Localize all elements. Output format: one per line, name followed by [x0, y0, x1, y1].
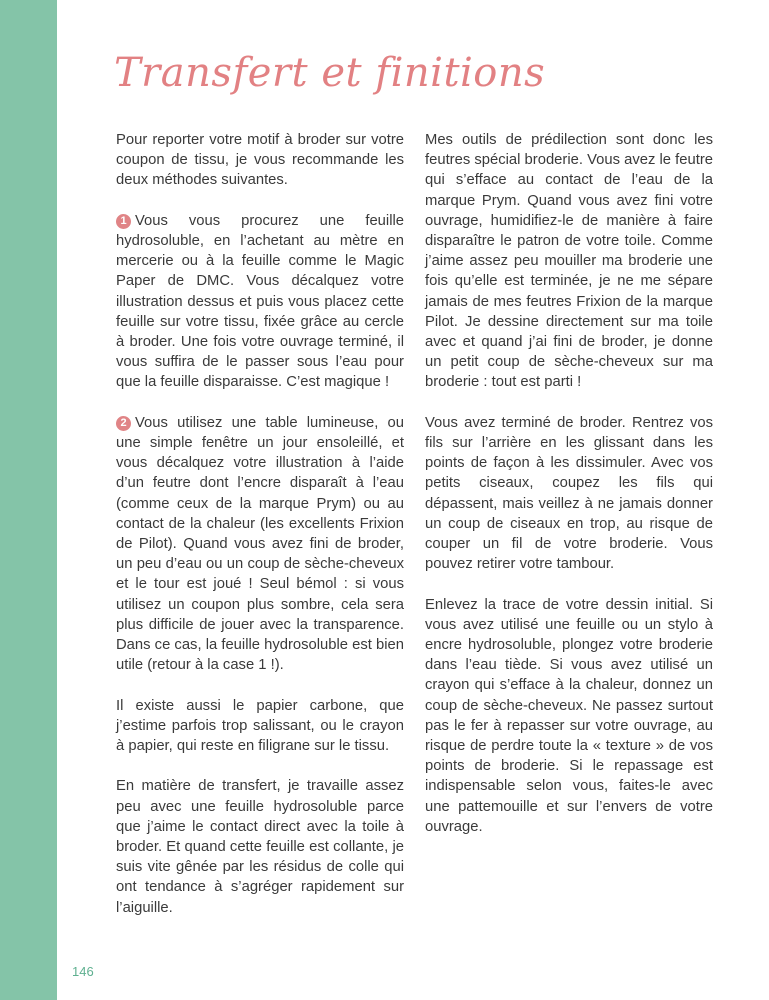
paragraph-method-1-text: Vous vous procurez une feuille hydrosoluble, en l’achetant au mètre en mercerie ou à la feuille comme le Magic Paper de DMC. Vous décalquez votre illustration dessus et puis vous placez cette feuille sur votre tissu, fixée grâce au cercle à broder. Une fois votre ouvrage terminé, il vous suffira de le passer sous l’eau pour que la feuille disparaisse. C’est magique !	[116, 212, 404, 391]
number-badge-2: 2	[116, 416, 131, 431]
paragraph-tools: Mes outils de prédilection sont donc les feutres spécial broderie. Vous avez le feutre qui s’efface au contact de l’eau de la marque Prym. Quand vous avez fini votre ouvrage, humidifiez-le de manière à faire disparaître le patron de votre toile. Comme j’aime assez peu mouiller ma broderie une fois qu’elle est terminée, je ne me sépare jamais de mes feutres Frixion de la marque Pilot. Je dessine directement sur ma toile avec et quand j’ai fini de broder, je donne un petit coup de sèche-cheveux sur ma broderie : tout est parti !	[425, 132, 713, 391]
side-color-band	[0, 0, 57, 1000]
paragraph-method-2-text: Vous utilisez une table lumineuse, ou une simple fenêtre un jour ensoleillé, et vous décalquez votre illustration à l’aide d’un feutre dont l’encre disparaît à l’eau (comme ceux de la marque Prym) ou au contact de la chaleur (les excellents Frixion de Pilot). Quand vous avez fini de broder, un peu d’eau ou un coup de sèche-cheveux et le tour est joué ! Seul bémol : si vous utilisez un coupon plus sombre, cela sera plus difficile de jouer avec la transparence. Dans ce cas, la feuille hydrosoluble est bien utile (retour à la case 1 !).	[116, 414, 404, 674]
right-text-column	[425, 130, 713, 857]
page-number: 146	[72, 964, 94, 979]
paragraph-intro: Pour reporter votre motif à broder sur votre coupon de tissu, je vous recommande les deux méthodes suivantes.	[116, 132, 404, 189]
page-title: Transfert et finitions	[114, 50, 546, 96]
paragraph-method-1	[116, 211, 404, 393]
paragraph-transfer: En matière de transfert, je travaille assez peu avec une feuille hydrosoluble parce que j’aime le contact direct avec la toile à broder. Et quand cette feuille est collante, je suis vite gênée par les résidus de colle qui ont tendance à s’agréger rapidement sur l’aiguille.	[116, 778, 404, 916]
number-badge-1: 1	[116, 214, 131, 229]
paragraph-finishing: Vous avez terminé de broder. Rentrez vos fils sur l’arrière en les glissant dans les points de façon à les dissimuler. Avec vos petits ciseaux, coupez les fils qui dépassent, mais veillez à ne jamais donner un coup de ciseaux en trop, au risque de couper un fil de votre broderie. Vous pouvez retirer votre tambour.	[425, 414, 713, 573]
paragraph-carbon: Il existe aussi le papier carbone, que j’estime parfois trop salissant, ou le crayon à papier, qui reste en filigrane sur le tissu.	[116, 697, 404, 755]
paragraph-method-2	[116, 413, 404, 676]
paragraph-cleanup: Enlevez la trace de votre dessin initial. Si vous avez utilisé une feuille ou un stylo à encre hydrosoluble, plongez votre broderie dans l’eau tiède. Si vous avez utilisé un crayon qui s’efface à la chaleur, donnez un coup de sèche-cheveux. Ne passez surtout pas le fer à repasser sur votre ouvrage, au risque de perdre toute la « texture » de vos points de broderie. Si le repassage est indispensable selon vous, faites-le avec une pattemouille et sur l’envers de votre ouvrage.	[425, 596, 713, 835]
left-text-column	[116, 130, 404, 938]
